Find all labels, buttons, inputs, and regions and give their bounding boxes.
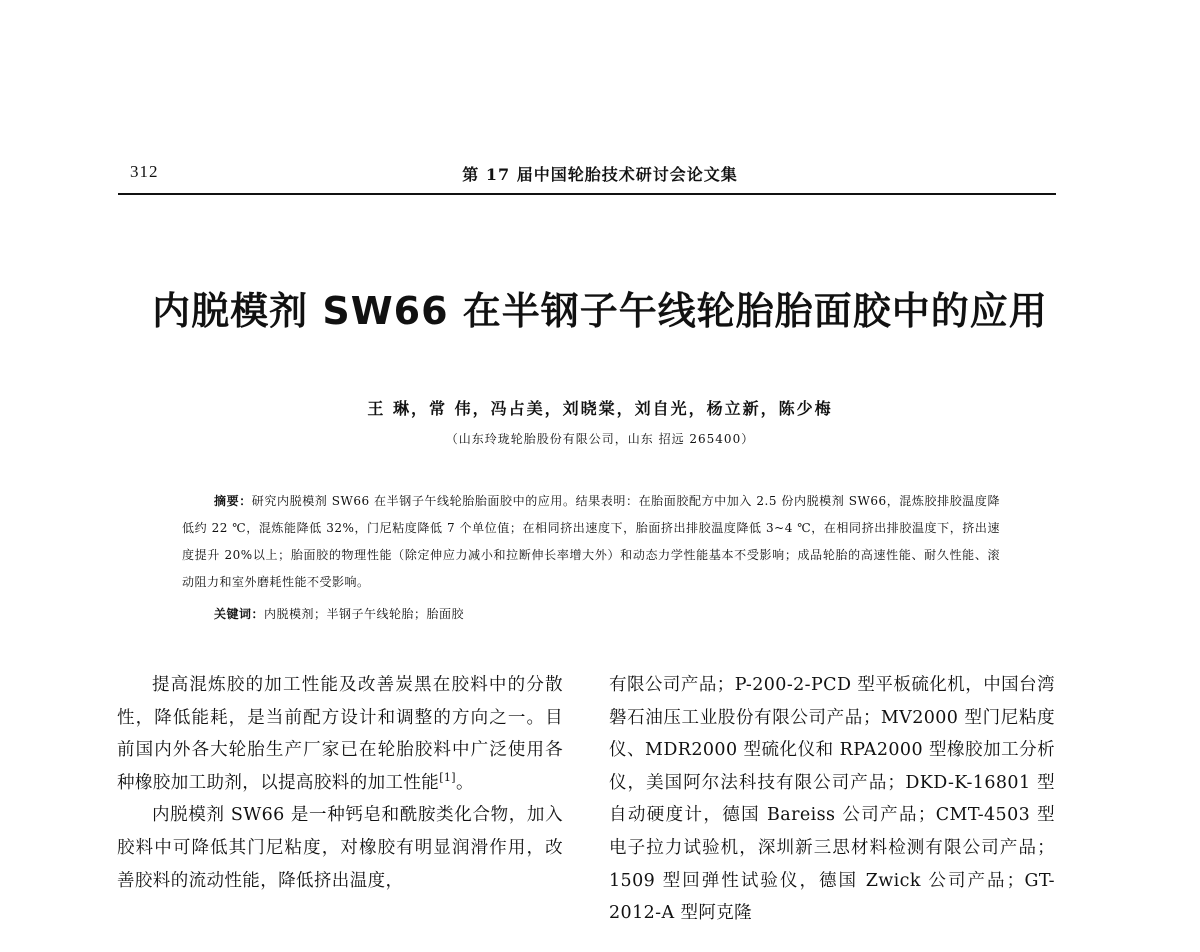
paragraph-text: 提高混炼胶的加工性能及改善炭黑在胶料中的分散性，降低能耗，是当前配方设计和调整的方向之一。目前国内外各大轮胎生产厂家已在轮胎胶料中广泛使用各种橡胶加工助剂，以提高胶料的加工性能 [117, 675, 563, 793]
running-header: 第 17 届中国轮胎技术研讨会论文集 [462, 165, 738, 184]
citation-ref: [1] [439, 770, 456, 784]
keywords-text: 内脱模剂；半钢子午线轮胎；胎面胶 [264, 607, 465, 621]
abstract-label: 摘要： [214, 494, 252, 508]
page-number: 312 [130, 162, 159, 181]
body-column-left [117, 669, 563, 897]
body-column-right [609, 669, 1055, 930]
body-paragraph: 内脱模剂 SW66 是一种钙皂和酰胺类化合物，加入胶料中可降低其门尼粘度，对橡胶有明显润滑作用，改善胶料的流动性能，降低挤出温度， [117, 805, 563, 891]
header-divider [118, 193, 1056, 195]
paper-title: 内脱模剂 SW66 在半钢子午线轮胎胎面胶中的应用 [152, 289, 1048, 333]
abstract-text: 研究内脱模剂 SW66 在半钢子午线轮胎胎面胶中的应用。结果表明：在胎面胶配方中加入 2.5 份内脱模剂 SW66，混炼胶排胶温度降低约 22 ℃，混炼能降低 32%，门尼粘度降低 7 个单位值；在相同挤出速度下，胎面挤出排胶温度降低 3~4 ℃，在相同挤出排胶温度下，挤出速度提升 20%以上；胎面胶的物理性能（除定伸应力减小和拉断伸长率增大外）和动态力学性能基本不受影响；成品轮胎的高速性能、耐久性能、滚动阻力和室外磨耗性能不受影响。 [182, 494, 1000, 589]
body-paragraph: 有限公司产品；P-200-2-PCD 型平板硫化机，中国台湾磐石油压工业股份有限公司产品；MV2000 型门尼粘度仪、MDR2000 型硫化仪和 RPA2000 型橡胶加工分析仪，美国阿尔法科技有限公司产品；DKD-K-16801 型自动硬度计，德国 Bareiss 公司产品；CMT-4503 型电子拉力试验机，深圳新三思材料检测有限公司产品；1509 型回弹性试验仪，德国 Zwick 公司产品；GT-2012-A 型阿克隆 [609, 675, 1055, 924]
author-list: 王 琳，常 伟，冯占美，刘晓棠，刘自光，杨立新，陈少梅 [367, 399, 833, 418]
keywords [214, 605, 464, 622]
keywords-label: 关键词： [214, 607, 265, 621]
paragraph-end: 。 [456, 772, 474, 793]
affiliation: （山东玲珑轮胎股份有限公司，山东 招远 265400） [445, 432, 755, 446]
abstract [182, 488, 1000, 596]
body-paragraph [117, 669, 563, 799]
